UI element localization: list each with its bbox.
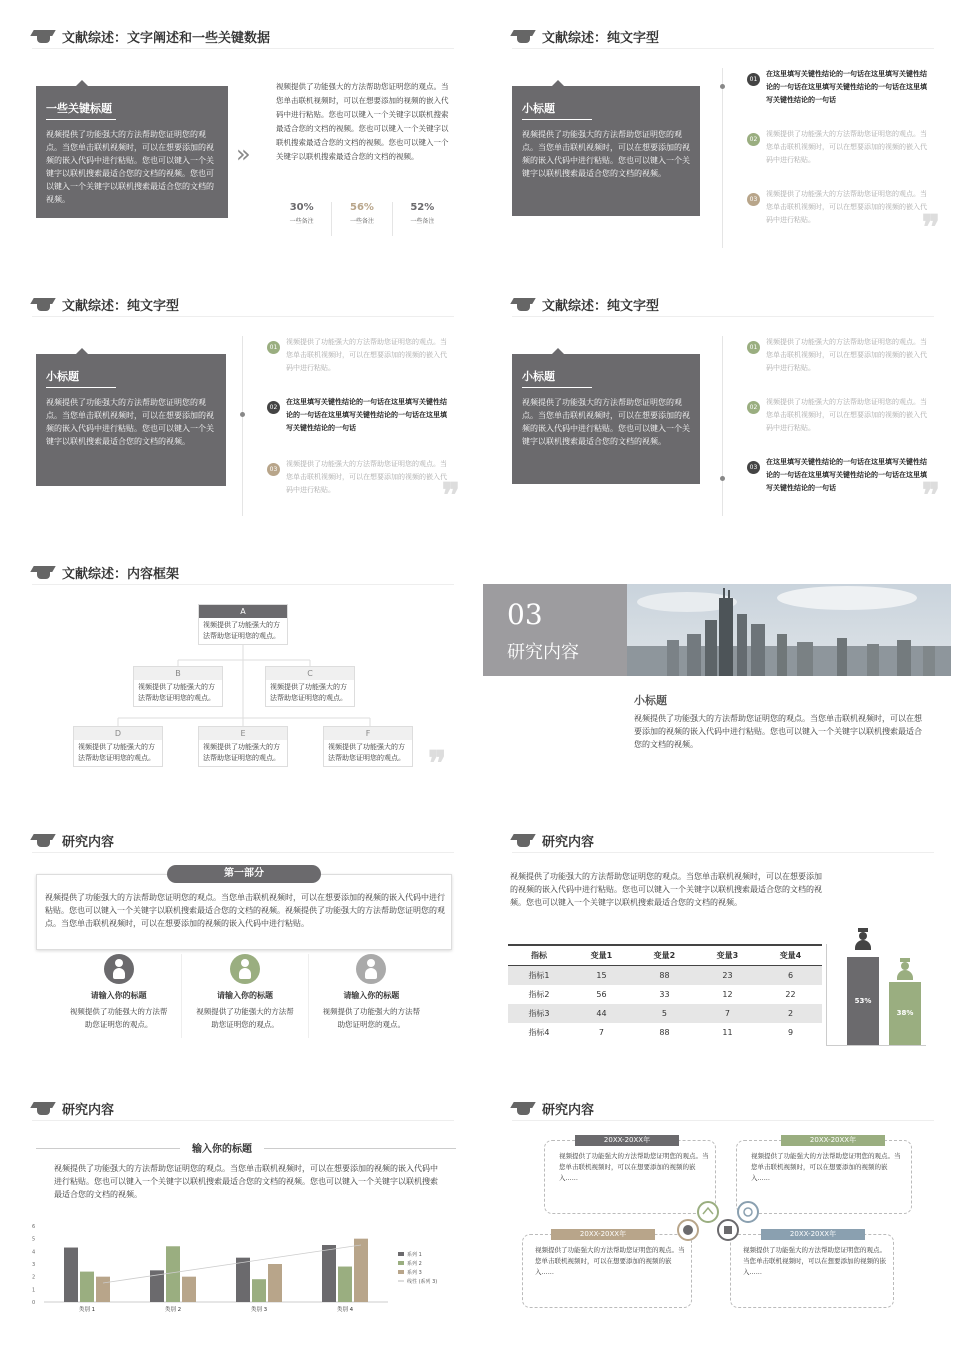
y-tick-label: 0 (32, 1300, 36, 1306)
y-tick-label: 5 (32, 1236, 36, 1243)
org-node: F 视频提供了功能强大的方法帮助您证明您的观点。 (323, 726, 413, 767)
section-title: 研究内容 (507, 642, 579, 663)
bar (64, 1248, 78, 1302)
timeline-box: 20XX-20XX年 视频提供了功能强大的方法帮助您证明您的观点。当您单击联机视频时，可以在想要添加的视频的嵌入...... (544, 1140, 716, 1214)
divider (32, 48, 454, 49)
box-text: 视频提供了功能强大的方法帮助您证明您的观点。当您单击联机视频时，可以在想要添加的视频的嵌入代码中进行粘贴。您也可以键入一个关键字以联机搜索最适合您的文档的视频。 (522, 130, 690, 178)
slide-title: 文献综述：纯文字型 (62, 298, 180, 314)
slide-header (512, 24, 659, 48)
x-tick-label: 类别 1 (78, 1307, 96, 1313)
org-node: B 视频提供了功能强大的方法帮助您证明您的观点。 (133, 666, 223, 707)
table-header: 变量4 (759, 945, 822, 966)
legend-label: 线性 (系列 3) (407, 1279, 438, 1285)
list-item: 02 视频提供了功能强大的方法帮助您证明您的观点。当您单击联机视频时，可以在想要添加的视频的嵌入代码中进行粘贴。 (747, 396, 927, 435)
bar-compare (826, 944, 926, 1046)
table-cell: 33 (659, 990, 670, 999)
list-item: 02 在这里填写关键性结论的一句话在这里填写关键性结论的一句话在这里填写关键性结论的一句话在这里填写关键性结论的一句话 (267, 396, 447, 435)
slide-research-table (480, 804, 954, 1072)
divider (512, 852, 934, 853)
divider (512, 48, 934, 49)
bar-53: 53% (847, 957, 879, 1045)
slide-header (512, 1096, 594, 1120)
divider (512, 316, 934, 317)
table-cell: 指标4 (528, 1028, 550, 1037)
table-cell: 44 (570, 1004, 633, 1023)
slide-section-cover (480, 536, 954, 804)
bar (354, 1239, 368, 1302)
box-heading: 小标题 (46, 370, 79, 383)
bar (80, 1272, 94, 1302)
y-tick-label: 2 (32, 1274, 36, 1281)
slide-research-timeline (480, 1072, 954, 1340)
quote-icon: ❞ (428, 744, 447, 784)
intro-text: 视频提供了功能强大的方法帮助您证明您的观点。当您单击联机视频时，可以在想要添加的视频的嵌入代码中进行粘贴。您也可以键入一个关键字以联机搜索最适合您的文档的视频。视频提供了功能强大的方法帮助您证明您的观点。当您单击联机视频时，可以在想要添加的视频的嵌入代码中进行粘贴。 (45, 893, 445, 928)
slide-research-chart (0, 1072, 474, 1340)
part-pill: 第一部分 (167, 865, 321, 883)
data-table-wrap (508, 944, 822, 1042)
list-item: 01 在这里填写关键性结论的一句话在这里填写关键性结论的一句话在这里填写关键性结论的一句话在这里填写关键性结论的一句话 (747, 68, 927, 107)
org-node: D 视频提供了功能强大的方法帮助您证明您的观点。 (73, 726, 163, 767)
bar (338, 1267, 352, 1302)
divider (32, 852, 454, 853)
slide-title: 文献综述：纯文字型 (542, 30, 660, 46)
bar (322, 1245, 336, 1302)
table-cell: 11 (722, 1028, 733, 1037)
graduation-cap-icon (32, 295, 54, 313)
table-row (508, 1004, 822, 1023)
list-item: 03 视频提供了功能强大的方法帮助您证明您的观点。当您单击联机视频时，可以在想要添加的视频的嵌入代码中进行粘贴。 (267, 458, 447, 497)
table-cell: 指标3 (508, 1004, 570, 1023)
graduation-cap-icon (32, 1099, 54, 1117)
table-row (508, 985, 822, 1004)
key-heading-box (36, 86, 228, 218)
divider (32, 1120, 454, 1121)
section-number-block (483, 584, 627, 676)
slide-title: 研究内容 (62, 834, 115, 850)
bar (268, 1264, 282, 1302)
y-tick-label: 6 (32, 1224, 36, 1230)
graduation-cap-icon (512, 831, 534, 849)
list-item: 01 视频提供了功能强大的方法帮助您证明您的观点。当您单击联机视频时，可以在想要添加的视频的嵌入代码中进行粘贴。 (267, 336, 447, 375)
section-number: 03 (507, 598, 543, 631)
x-tick-label: 类别 3 (250, 1307, 268, 1313)
body-text: 视频提供了功能强大的方法帮助您证明您的观点。当您单击联机视频时，可以在想要添加的视频的嵌入代码中进行粘贴。您也可以键入一个关键字以联机搜索最适合您的文档的视频。您也可以键入一个关键字以联机搜索最适合您的文档的视频。 (510, 872, 822, 907)
slide-content-framework (0, 536, 474, 804)
graduation-cap-icon (32, 27, 54, 45)
list-item: 03 视频提供了功能强大的方法帮助您证明您的观点。当您单击联机视频时，可以在想要添加的视频的嵌入代码中进行粘贴。 (747, 188, 927, 227)
table-cell: 2 (759, 1004, 822, 1023)
slide-text-type-2 (0, 268, 474, 536)
graduation-cap-icon (512, 27, 534, 45)
key-point-list (242, 336, 460, 516)
subtitle-box (512, 86, 700, 216)
stat-item: 56% 一些备注 (332, 202, 392, 236)
slide-title: 文献综述：文字阐述和一些关键数据 (62, 30, 271, 46)
data-table (508, 944, 822, 1042)
legend-label: 系列 2 (407, 1261, 422, 1267)
table-cell: 7 (598, 1028, 605, 1037)
slide-title: 文献综述：纯文字型 (542, 298, 660, 314)
timeline-box: 20XX-20XX年 视频提供了功能强大的方法帮助您证明您的观点。当您单击联机视频时，可以在想要添加的视频的嵌入...... (522, 1234, 692, 1308)
table-cell: 指标2 (528, 990, 550, 999)
timeline-box: 20XX-20XX年 视频提供了功能强大的方法帮助您证明您的观点。当您单击联机视频时，可以在想要添加的视频的嵌入...... (736, 1140, 912, 1214)
org-node: A 视频提供了功能强大的方法帮助您证明您的观点。 (198, 604, 288, 645)
graduation-cap-icon (512, 295, 534, 313)
legend-swatch (398, 1270, 404, 1274)
table-cell: 88 (659, 1028, 670, 1037)
subtitle-box (512, 354, 700, 484)
table-cell: 23 (696, 966, 759, 986)
key-point-list (722, 336, 940, 516)
body-text: 视频提供了功能强大的方法帮助您证明您的观点。当您单击联机视频时，可以在想要添加的视频的嵌入代码中进行粘贴。您也可以键入一个关键字以联机搜索最适合您的文档的视频。 (634, 714, 922, 749)
bar (96, 1277, 110, 1302)
graduate-icon (897, 958, 913, 980)
y-tick-label: 4 (32, 1249, 36, 1256)
box-heading: 小标题 (522, 370, 555, 383)
person-icon (104, 954, 134, 984)
slide-header (32, 24, 270, 48)
slide-header (512, 292, 659, 316)
graduation-cap-icon (32, 831, 54, 849)
list-item: 01 视频提供了功能强大的方法帮助您证明您的观点。当您单击联机视频时，可以在想要添加的视频的嵌入代码中进行粘贴。 (747, 336, 927, 375)
table-cell: 5 (633, 1004, 696, 1023)
table-cell: 7 (696, 1004, 759, 1023)
double-chevron-icon: » (236, 140, 251, 168)
slide-header (32, 828, 114, 852)
stats-row (272, 202, 452, 236)
body-text: 视频提供了功能强大的方法帮助您证明您的观点。当您单击联机视频时，可以在想要添加的视频的嵌入代码中进行粘贴。您也可以键入一个关键字以联机搜索最适合您的文档的视频。您也可以键入一个关键字以联机搜索最适合您的文档的视频。 (54, 1164, 438, 1199)
slide-title: 研究内容 (542, 1102, 595, 1118)
table-header: 变量3 (696, 945, 759, 966)
slide-title: 文献综述：内容框架 (62, 566, 180, 582)
x-tick-label: 类别 2 (164, 1307, 182, 1313)
org-node: C 视频提供了功能强大的方法帮助您证明您的观点。 (265, 666, 355, 707)
box-heading: 一些关键标题 (46, 102, 112, 115)
table-header: 变量1 (570, 945, 633, 966)
column-item: 请输入你的标题 视频提供了功能强大的方法帮助您证明您的观点。 (56, 954, 181, 1038)
person-icon (356, 954, 386, 984)
slide-title: 研究内容 (62, 1102, 115, 1118)
timeline-hub (668, 1192, 778, 1252)
bar-38: 38% (889, 982, 921, 1045)
bar (182, 1277, 196, 1302)
slide-header (512, 828, 594, 852)
table-cell: 12 (722, 990, 733, 999)
legend-label: 系列 3 (407, 1270, 422, 1276)
list-item: 03 在这里填写关键性结论的一句话在这里填写关键性结论的一句话在这里填写关键性结论的一句话在这里填写关键性结论的一句话 (747, 456, 927, 495)
slide-header (32, 292, 179, 316)
table-cell: 指标1 (508, 966, 570, 986)
table-cell: 22 (785, 990, 796, 999)
org-node: E 视频提供了功能强大的方法帮助您证明您的观点。 (198, 726, 288, 767)
column-item: 请输入你的标题 视频提供了功能强大的方法帮助您证明您的观点。 (181, 954, 307, 1038)
table-cell: 9 (787, 1028, 794, 1037)
graduate-icon (855, 928, 871, 950)
box-text: 视频提供了功能强大的方法帮助您证明您的观点。当您单击联机视频时，可以在想要添加的视频的嵌入代码中进行粘贴。您也可以键入一个关键字以联机搜索最适合您的文档的视频。 (522, 398, 690, 446)
slide-text-type-3 (480, 268, 954, 536)
stat-item: 30% 一些备注 (272, 202, 332, 236)
box-text: 视频提供了功能强大的方法帮助您证明您的观点。当您单击联机视频时，可以在想要添加的视频的嵌入代码中进行粘贴。您也可以键入一个关键字以联机搜索最适合您的文档的视频。您也可以键入一个关键字以联机搜索最适合您的文档的视频。 (46, 130, 214, 204)
timeline-box: 20XX-20XX年 视频提供了功能强大的方法帮助您证明您的观点。当您单击联机视频时，可以在想要添加的视频的嵌入...... (730, 1234, 894, 1308)
section-heading: 输入你的标题 (180, 1140, 264, 1155)
quote-icon: ❞ (921, 208, 940, 248)
graduation-cap-icon (512, 1099, 534, 1117)
slide-text-type-1 (480, 0, 954, 268)
table-cell: 88 (633, 966, 696, 986)
box-heading: 小标题 (522, 102, 555, 115)
key-point-list (722, 68, 940, 248)
table-cell: 6 (759, 966, 822, 986)
legend-swatch (398, 1252, 404, 1256)
box-text: 视频提供了功能强大的方法帮助您证明您的观点。当您单击联机视频时，可以在想要添加的视频的嵌入代码中进行粘贴。您也可以键入一个关键字以联机搜索最适合您的文档的视频。 (46, 398, 214, 446)
table-cell: 56 (596, 990, 607, 999)
intro-box (36, 868, 452, 950)
column-item: 请输入你的标题 视频提供了功能强大的方法帮助您证明您的观点。 (308, 954, 434, 1038)
subtitle: 小标题 (634, 694, 667, 707)
slide-header (32, 1096, 114, 1120)
legend-swatch (398, 1261, 404, 1265)
legend-label: 系列 1 (407, 1252, 422, 1258)
city-skyline-image (627, 584, 951, 676)
table-row (508, 966, 822, 986)
bar (236, 1258, 250, 1302)
y-tick-label: 3 (32, 1262, 36, 1268)
table-cell: 15 (570, 966, 633, 986)
bar (166, 1246, 180, 1302)
three-columns (56, 954, 434, 1038)
table-header: 指标 (508, 945, 570, 966)
person-icon (230, 954, 260, 984)
divider (32, 316, 454, 317)
quote-icon: ❞ (921, 476, 940, 516)
x-tick-label: 类别 4 (336, 1307, 354, 1313)
subtitle-box (36, 354, 226, 486)
slide-literature-key-data (0, 0, 474, 268)
table-header: 变量2 (633, 945, 696, 966)
slide-title: 研究内容 (542, 834, 595, 850)
divider (512, 1120, 934, 1121)
y-tick-label: 1 (32, 1287, 36, 1294)
right-paragraph: 视频提供了功能强大的方法帮助您证明您的观点。当您单击联机视频时，可以在想要添加的视频的嵌入代码中进行粘贴。您也可以键入一个关键字以联机搜索最适合您的文档的视频。您也可以键入一个关键字以联机搜索最适合您的文档的视频。您也可以键入一个关键字以联机搜索最适合您的文档的视频。 (276, 82, 449, 161)
slide-research-part-one (0, 804, 474, 1072)
list-item: 02 视频提供了功能强大的方法帮助您证明您的观点。当您单击联机视频时，可以在想要添加的视频的嵌入代码中进行粘贴。 (747, 128, 927, 167)
quote-icon: ❞ (441, 476, 460, 516)
stat-item: 52% 一些备注 (410, 202, 435, 225)
table-row (508, 1023, 822, 1042)
bar (252, 1279, 266, 1302)
bar-chart (30, 1222, 450, 1322)
